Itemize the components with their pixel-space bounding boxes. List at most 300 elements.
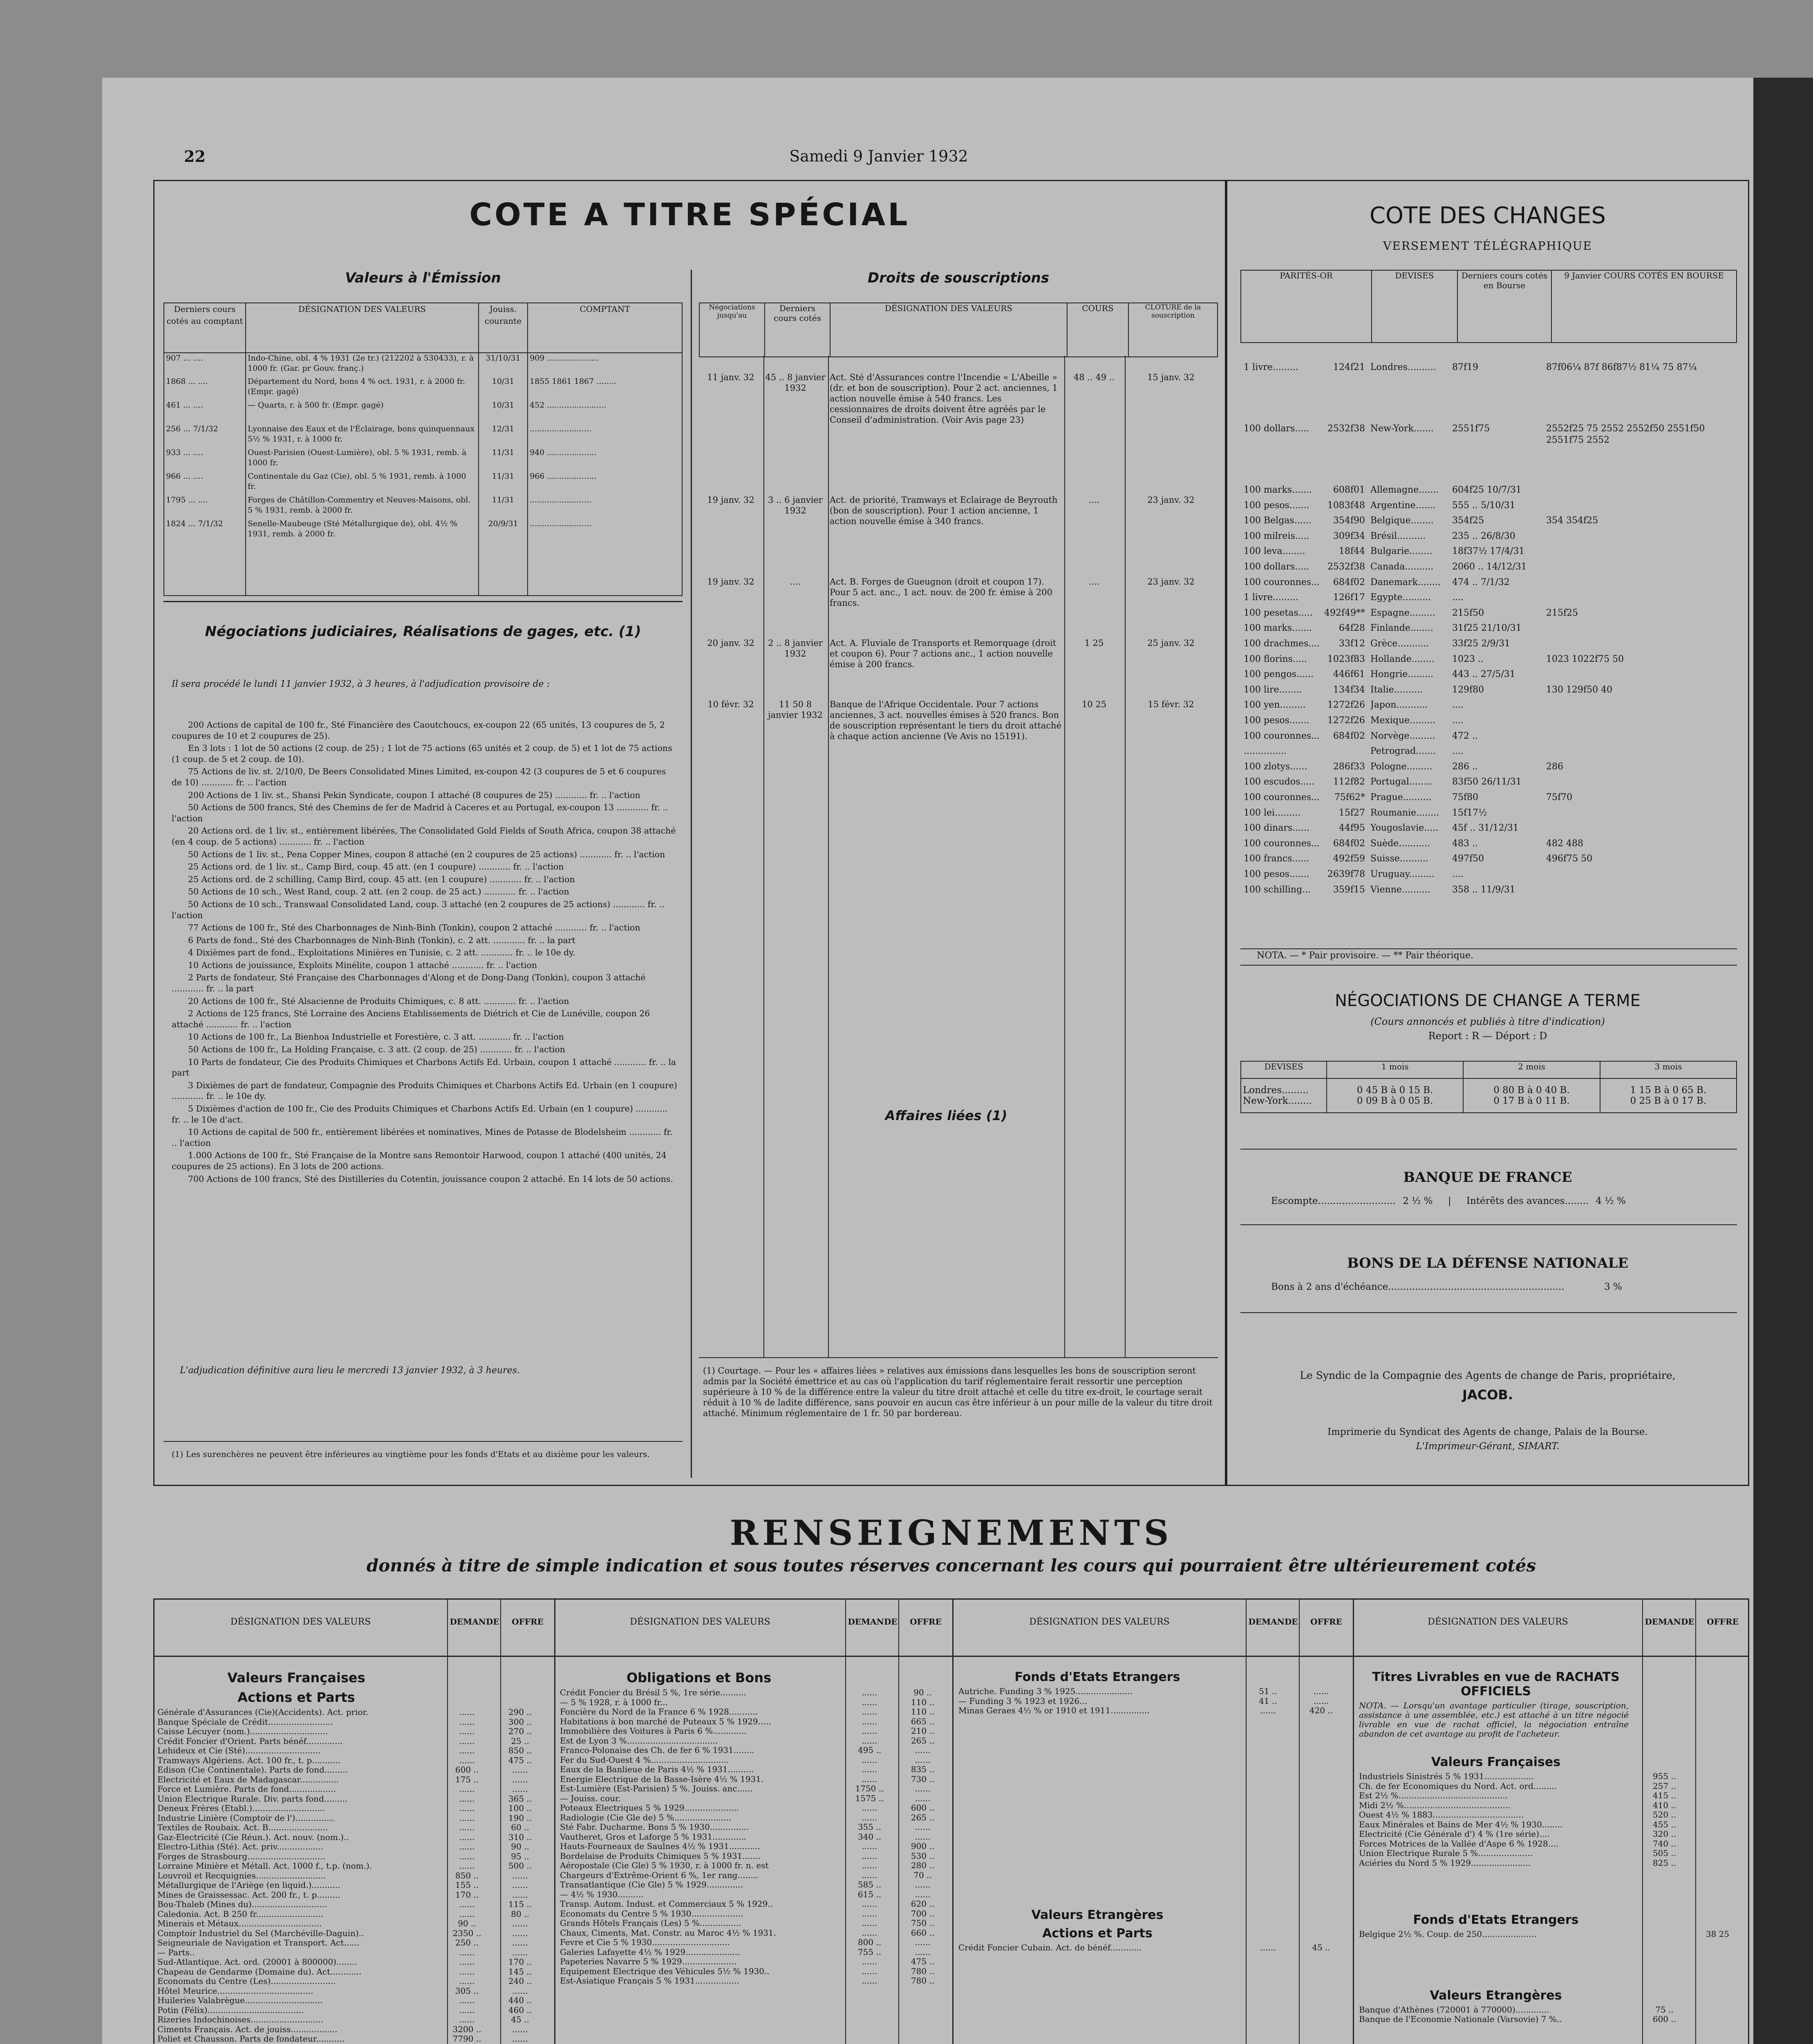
rens-demande: ...... (459, 1995, 475, 2005)
rens-designation: Forges de Strasbourg.............................. (157, 1851, 325, 1861)
rens-demande: ...... (862, 1774, 877, 1784)
changes-parite-value: 33f12 (1338, 639, 1365, 649)
emission-row (164, 471, 682, 495)
rens-designation: Gaz-Electricité (Cie Réun.). Act. nouv. (nom.).. (157, 1832, 349, 1842)
rens-offre: ...... (915, 1755, 931, 1765)
rens-demande: ...... (862, 1735, 877, 1746)
changes-parite-unit: 100 pengos...... (1244, 669, 1314, 680)
rens-row (157, 1948, 548, 1958)
rens-row (1359, 2005, 1745, 2015)
rens-designation: Forces Motrices de la Vallée d'Aspe 6 % 1928.... (1359, 1839, 1559, 1849)
droits-cours: 11 50 8 janvier 1932 (768, 699, 823, 720)
negociation-item: 700 Actions de 100 francs, Sté des Distilleries du Cotentin, jouissance coupon 2 attaché. En 14 lots de 50 actions. (188, 1174, 673, 1184)
rens-offre: 110 .. (911, 1707, 935, 1717)
changes-dernier: 31f25 21/10/31 (1452, 623, 1522, 634)
rens-designation: Hôtel Meurice..................................... (157, 1986, 313, 1996)
rens-designation: Louvroil et Recquignies........................... (157, 1871, 326, 1880)
rens-offre: 475 .. (911, 1957, 935, 1966)
droits-negoc: 20 janv. 32 (707, 638, 754, 648)
changes-devise: Portugal........ (1370, 777, 1432, 787)
rens-designation: Belgique 2½ %. Coup. de 250..................... (1359, 1930, 1537, 1939)
rens-designation: Minas Geraes 4½ % or 1910 et 1911............... (958, 1706, 1150, 1715)
changes-devise: Roumanie........ (1370, 807, 1439, 818)
rens-row (157, 1852, 548, 1862)
changes-parite-value: 286f33 (1333, 761, 1365, 772)
emission-cours: 461 ... .... (164, 400, 246, 424)
banque-rule-bottom (1240, 1224, 1737, 1225)
rens-row (560, 1707, 950, 1717)
changes-parite-value: 2532f38 (1327, 424, 1365, 434)
droits-cours: 45 .. 8 janvier 1932 (765, 372, 826, 393)
changes-parite-unit: 100 marks....... (1244, 623, 1312, 634)
rens-demande: ...... (862, 1755, 877, 1765)
changes-parite-unit: 100 florins..... (1244, 654, 1307, 664)
droits-valcours: .... (1088, 577, 1100, 587)
rens-demande: 410 .. (1652, 1800, 1676, 1810)
rens-row (1359, 1801, 1745, 1811)
emission-row (164, 519, 682, 542)
changes-parite-value: 1023f83 (1327, 654, 1365, 664)
rens-offre: 530 .. (911, 1851, 935, 1861)
rens-demande: ...... (862, 1812, 877, 1822)
rens-designation: Poliet et Chausson. Parts de fondateur........... (157, 2034, 345, 2044)
rens-row (157, 1746, 548, 1756)
rens-row (560, 1832, 950, 1842)
rens-offre: 25 .. (511, 1736, 529, 1746)
rens-demande: ...... (862, 1716, 877, 1726)
rens-demande: ...... (862, 1851, 877, 1861)
droits-valcours: 1 25 (1084, 638, 1104, 648)
rens-demande: ...... (459, 1822, 475, 1832)
rens-header-offre: OFFRE (1310, 1617, 1342, 1627)
rens-designation: Est 2½ %.......................................... (1359, 1791, 1508, 1800)
rens-header-demande: DEMANDE (1645, 1617, 1694, 1627)
negociation-item: 50 Actions de 10 sch., West Rand, coup. 2 att. (en 2 coup. de 25 act.) ............ fr. .. l'action (188, 887, 569, 897)
changes-dernier: 555 .. 5/10/31 (1452, 500, 1515, 511)
changes-dernier: 497f50 (1452, 854, 1484, 864)
rens-offre: 460 .. (508, 2005, 532, 2015)
rens-offre: 45 .. (1312, 1942, 1330, 1952)
rens-designation: Textiles de Roubaix. Act. B....................... (157, 1823, 328, 1832)
rens-demande: 41 .. (1259, 1696, 1277, 1706)
rens-row (157, 1794, 548, 1804)
banque-title: BANQUE DE FRANCE (1403, 1169, 1572, 1186)
rens-offre: ...... (512, 1918, 528, 1928)
emission-header-designation: DÉSIGNATION DES VALEURS (246, 303, 479, 353)
rens-designation: Papeteries Navarre 5 % 1929..................... (560, 1957, 737, 1966)
rens-demande: 250 .. (455, 1938, 479, 1948)
emission-cours: 1824 ... 7/1/32 (164, 519, 246, 542)
rens-row (560, 1794, 950, 1804)
changes-cours-jour: 482 488 (1546, 838, 1583, 849)
changes-parite-unit: 100 couronnes... (1244, 838, 1320, 849)
rens-designation: Potin (Félix)..................................... (157, 2005, 304, 2015)
avances-value: 4 ½ % (1596, 1196, 1626, 1206)
rens-demande: 505 .. (1652, 1848, 1676, 1858)
emission-comptant: 966 .................... (528, 471, 682, 495)
changes-parite-value: 1272f26 (1327, 700, 1365, 710)
rens-demande: ...... (459, 1803, 475, 1813)
rens-designation: Deneux Frères (Etabl.)............................ (157, 1804, 325, 1813)
changes-devise: Petrograd....... (1370, 746, 1436, 757)
rens-offre: 90 .. (913, 1688, 932, 1697)
rens-designation: Eaux Minérales et Bains de Mer 4½ % 1930........ (1359, 1820, 1563, 1829)
rens-offre: 60 .. (511, 1822, 529, 1832)
emission-comptant: ......................... (528, 424, 682, 448)
rens-offre: ...... (1313, 1686, 1329, 1696)
changes-parite-unit: 100 couronnes... (1244, 731, 1320, 741)
rens-offre: 660 .. (911, 1927, 935, 1938)
rens-offre: 100 .. (508, 1803, 532, 1813)
rens-offre: 45 .. (511, 2015, 529, 2024)
emission-pad-cell (246, 542, 479, 596)
rens-designation: Vautheret, Gros et Laforge 5 % 1931............. (560, 1832, 746, 1842)
rens-designation: Chaux, Ciments, Mat. Constr. au Maroc 4½ % 1931. (560, 1928, 776, 1938)
rens-demande: ...... (1260, 1942, 1276, 1952)
rens-offre: 750 .. (911, 1918, 935, 1928)
rens-row (560, 1928, 950, 1938)
terme-2mois: 0 80 B à 0 40 B. (1463, 1078, 1600, 1096)
rens-designation: Economats du Centre 5 % 1930.................... (560, 1909, 743, 1918)
droits-col-line-1 (763, 356, 764, 1357)
changes-parite-unit: 100 milreis..... (1244, 531, 1309, 541)
droits-valcours: 10 25 (1081, 699, 1107, 709)
rens-designation: Générale d'Assurances (Cie)(Accidents). Act. prior. (157, 1708, 369, 1717)
rens-demande: 257 .. (1652, 1781, 1676, 1791)
rens-row (560, 1755, 950, 1765)
changes-devise: Egypte.......... (1370, 592, 1431, 603)
changes-parite-value: 134f34 (1333, 684, 1365, 695)
rens-demande: 495 .. (857, 1745, 882, 1755)
rens-row (157, 1986, 548, 1996)
changes-parite-unit: 100 leva........ (1244, 546, 1305, 557)
rens-header-designation: DÉSIGNATION DES VALEURS (230, 1617, 371, 1627)
emission-jouiss: 12/31 (479, 424, 528, 448)
rens-offre: 850 .. (508, 1746, 532, 1755)
rens-demande: ...... (459, 1755, 475, 1765)
rens-offre: 665 .. (911, 1716, 935, 1726)
changes-parite-value: 75f62* (1334, 792, 1365, 802)
changes-cours-jour: 215f25 (1546, 607, 1578, 618)
rens-header-offre: OFFRE (512, 1617, 544, 1627)
rens-row (157, 1833, 548, 1842)
rens-designation: Crédit Foncier d'Orient. Parts bénéf.............. (157, 1736, 343, 1746)
rens-demande: ...... (459, 1832, 475, 1842)
negociation-item: 2 Actions de 125 francs, Sté Lorraine des Anciens Etablissements de Diétrich et Cie de Lunéville, coupon 26 attaché ............ fr. .. l'action (172, 1009, 650, 1029)
changes-dernier: 472 .. (1452, 731, 1478, 741)
rens-offre: 145 .. (508, 1966, 532, 1977)
rens-row (560, 1803, 950, 1813)
renseignements-title: RENSEIGNEMENTS (730, 1513, 1173, 1553)
rens-offre: ...... (915, 1889, 931, 1899)
negociation-item: 50 Actions de 10 sch., Transwaal Consolidated Land, coup. 3 attaché (en 2 coupures de 25 actions) ............ fr. .. l'action (172, 899, 665, 920)
rens-offre: ...... (512, 1784, 528, 1794)
rens-demande: ...... (862, 1976, 877, 1986)
rens-col4-title2: Valeurs Françaises (1431, 1755, 1561, 1769)
rens-designation: — 4½ % 1930.......... (560, 1889, 644, 1899)
rens-designation: Comptoir Industriel du Sel (Marchéville-Daguin).. (157, 1928, 364, 1938)
rens-demande: ...... (862, 1957, 877, 1966)
changes-cours-jour: 1023 1022f75 50 (1546, 654, 1624, 664)
negociations-outro: L'adjudication définitive aura lieu le mercredi 13 janvier 1932, à 3 heures. (180, 1365, 520, 1376)
changes-header-cours-bourse: 9 Janvier COURS COTÉS EN BOURSE (1551, 270, 1737, 343)
droits-designation: Banque de l'Afrique Occidentale. Pour 7 actions anciennes, 3 act. nouvelles émises à 520 francs. Bon de souscription représentant le tiers du droit attaché à chaque action ancienne (Ve Avis no 15191). (830, 699, 1062, 741)
terme-devise: New-York........ (1241, 1096, 1327, 1113)
negociation-item: 3 Dixièmes de part de fondateur, Compagnie des Produits Chimiques et Charbons Actifs Ed. Urbain (en 1 coupure) ............ fr. .. le 10e dy. (172, 1080, 677, 1101)
rens-row (1359, 1839, 1745, 1849)
emission-cours: 933 ... .... (164, 448, 246, 471)
droits-cours: 3 .. 6 janvier 1932 (768, 495, 823, 515)
rens-offre: 265 .. (911, 1812, 935, 1822)
rens-demande: ...... (459, 1813, 475, 1823)
rens-designation: — Parts.. (157, 1948, 195, 1957)
terme-report: Report : R — Déport : D (1428, 1030, 1547, 1042)
changes-parite-value: 492f59 (1333, 854, 1365, 864)
rens-designation: Chapeau de Gendarme (Domaine du). Act............ (157, 1967, 362, 1977)
rens-row (157, 1775, 548, 1785)
rens-column-divider (1353, 1598, 1354, 2044)
rens-demande: ...... (459, 1784, 475, 1794)
rens-row (560, 1717, 950, 1727)
emission-designation: — Quarts, r. à 500 fr. (Empr. gagé) (246, 400, 479, 424)
changes-devise: Prague.......... (1370, 792, 1432, 802)
changes-parite-unit: 100 pesetas..... (1244, 607, 1313, 618)
changes-dernier: 286 .. (1452, 761, 1478, 772)
changes-parite-value: 354f90 (1333, 515, 1365, 526)
rens-demande: ...... (459, 1851, 475, 1861)
emission-comptant: ......................... (528, 495, 682, 519)
rens-demande: ...... (862, 1899, 877, 1909)
changes-parite-value: 126f17 (1333, 592, 1365, 603)
rens-row (560, 1976, 950, 1986)
changes-cours-jour: 2552f25 75 2552 2552f50 2551f50 2551f75 2552 (1546, 424, 1705, 445)
rens-row (157, 1938, 548, 1948)
rens-row (157, 1900, 548, 1910)
rens-row (560, 1871, 950, 1880)
rens-demande: 155 .. (455, 1880, 479, 1890)
negociation-item: 20 Actions ord. de 1 liv. st., entièrement libérées, The Consolidated Gold Fields of South Africa, coupon 38 attaché (en 4 coup. de 5 actions) ............ fr. .. l'action (172, 826, 676, 847)
changes-parite-value: 124f21 (1333, 362, 1365, 372)
droits-cloture: 25 janv. 32 (1147, 638, 1195, 648)
droits-header-designation: DÉSIGNATION DES VALEURS (830, 303, 1067, 357)
rens-demande: ...... (459, 1726, 475, 1736)
emission-row (164, 400, 682, 424)
rens-row (1359, 1849, 1745, 1858)
rens-designation: Foncière du Nord de la France 6 % 1928........... (560, 1707, 758, 1717)
rens-row (560, 1746, 950, 1755)
droits-valcours: .... (1088, 495, 1100, 505)
rens-row (1359, 1791, 1745, 1801)
changes-parite-unit: 1 livre......... (1244, 362, 1298, 372)
rens-designation: — 5 % 1928, r. à 1000 fr... (560, 1697, 668, 1707)
rens-designation: Ciments Français. Act. de jouiss.................. (157, 2024, 338, 2034)
rens-offre: 110 .. (911, 1697, 935, 1707)
rens-header-demande: DEMANDE (450, 1617, 499, 1627)
droits-col-line-3 (1064, 356, 1065, 1357)
changes-parite-value: 492f49** (1324, 607, 1365, 618)
rens-designation: Industriels Sinistrés 5 % 1931................... (1359, 1772, 1534, 1781)
rens-row (958, 1706, 1349, 1716)
changes-dernier: 2551f75 (1452, 424, 1490, 434)
rens-demande: ...... (862, 1688, 877, 1697)
rens-demande: ...... (862, 1966, 877, 1976)
rens-offre: ...... (512, 1870, 528, 1880)
syndic-line3: L'Imprimeur-Gérant, SIMART. (1416, 1441, 1560, 1452)
avances-label: Intérêts des avances........ (1466, 1196, 1589, 1206)
changes-devise: Suède........... (1370, 838, 1430, 849)
changes-parite-value: 2639f78 (1327, 869, 1365, 879)
changes-devise: Argentine....... (1370, 500, 1436, 511)
rens-demande: 415 .. (1652, 1791, 1676, 1800)
rens-row (560, 1948, 950, 1957)
rens-row (157, 1871, 548, 1881)
rens-designation: Eaux de la Banlieue de Paris 4½ % 1931.......... (560, 1765, 754, 1774)
rens-demande: ...... (459, 2015, 475, 2024)
emission-table (163, 303, 683, 596)
rens-col3-title2: Valeurs Etrangères (1031, 1907, 1164, 1922)
changes-cours-jour: 354 354f25 (1546, 515, 1598, 526)
emission-designation: Forges de Châtillon-Commentry et Neuves-Maisons, obl. 5 % 1931, remb. à 2000 fr. (246, 495, 479, 519)
terme-3mois: 0 25 B à 0 17 B. (1600, 1096, 1737, 1113)
rens-designation: Banque d'Athènes (720001 à 770000)............. (1359, 2005, 1549, 2015)
changes-parite-unit: 100 dollars..... (1244, 424, 1309, 434)
changes-dernier: 215f50 (1452, 607, 1484, 618)
rens-designation: Sté Fabr. Ducharme. Bons 5 % 1930............... (560, 1822, 749, 1832)
rens-designation: Banque de l'Economie Nationale (Varsovie) 7 %.. (1359, 2015, 1562, 2024)
rens-designation: Habitations à bon marché de Puteaux 5 % 1929..... (560, 1717, 771, 1726)
rens-row (157, 1813, 548, 1823)
emission-cours: 256 ... 7/1/32 (164, 424, 246, 448)
rens-col4-title3: Fonds d'Etats Etrangers (1413, 1913, 1579, 1927)
rens-demande: ...... (862, 1870, 877, 1880)
changes-devise: Hollande........ (1370, 654, 1435, 664)
emission-jouiss: 11/31 (479, 448, 528, 471)
changes-parite-value: 608f01 (1333, 485, 1365, 495)
rens-demande: ...... (459, 1842, 475, 1851)
rens-row (560, 1938, 950, 1948)
changes-cours-jour: 75f70 (1546, 792, 1573, 802)
rens-designation: Industrie Linière (Comptoir de l')............... (157, 1813, 334, 1823)
emission-row (164, 448, 682, 471)
negociations-list (172, 719, 678, 1186)
bons-rule (1240, 1312, 1737, 1313)
rens-demande: 800 .. (857, 1937, 882, 1947)
renseignements-col4 (1359, 1664, 1745, 2024)
rens-offre: 190 .. (508, 1813, 532, 1823)
rens-row (958, 1687, 1349, 1697)
changes-note-rule-2 (1240, 965, 1737, 966)
escompte-label: Escompte.......................... (1271, 1196, 1396, 1206)
droits-cloture: 15 févr. 32 (1148, 699, 1194, 709)
rens-offre: 500 .. (508, 1861, 532, 1871)
rens-designation: Union Electrique Rurale. Div. parts fond......... (157, 1794, 348, 1804)
rens-designation: Energie Electrique de la Basse-Isère 4½ % 1931. (560, 1774, 764, 1784)
changes-devise: Finlande........ (1370, 623, 1433, 634)
rens-demande: ...... (862, 1726, 877, 1736)
rens-designation: Lehideux et Cie (Sté)............................. (157, 1746, 321, 1755)
changes-devise: Japon........... (1370, 700, 1428, 710)
changes-devise: Canada.......... (1370, 562, 1434, 572)
rens-designation: Tramways Algériens. Act. 100 fr., t. p........... (157, 1755, 341, 1765)
changes-parite-unit: 100 zlotys...... (1244, 761, 1307, 772)
changes-devise: Hongrie......... (1370, 669, 1434, 680)
rens-designation: Lorraine Minière et Métall. Act. 1000 f., t.p. (nom.). (157, 1861, 372, 1871)
rens-row (560, 1861, 950, 1871)
renseignements-col3 (958, 1664, 1349, 2044)
rens-row (560, 1784, 950, 1794)
rens-offre: 115 .. (508, 1899, 532, 1909)
changes-dernier: .... (1452, 715, 1464, 726)
rens-row (560, 1880, 950, 1890)
rens-row (560, 1851, 950, 1861)
rens-row (560, 1957, 950, 1967)
renseignements-subtitle: donnés à titre de simple indication et sous toutes réserves concernant les cours qui pourraient être ultérieurement cotés (366, 1555, 1536, 1576)
changes-devise: Vienne.......... (1370, 884, 1430, 895)
rens-designation: Immobilière des Voitures à Paris 6 %............. (560, 1726, 747, 1736)
syndic-name: JACOB. (1462, 1387, 1513, 1403)
rens-offre: ...... (512, 1889, 528, 1900)
emission-designation: Continentale du Gaz (Cie), obl. 5 % 1931, remb. à 1000 fr. (246, 471, 479, 495)
rens-col4-title: Titres Livrables en vue de RACHATS OFFICIELS (1372, 1670, 1620, 1699)
rens-row (560, 1899, 950, 1909)
rens-designation: Crédit Foncier du Brésil 5 %, 1re série.......... (560, 1688, 746, 1697)
rens-row (560, 1890, 950, 1900)
rens-demande: 455 .. (1652, 1819, 1676, 1829)
changes-note: NOTA. — * Pair provisoire. — ** Pair théorique. (1257, 950, 1474, 961)
affaires-liees: Affaires liées (1) (885, 1108, 1007, 1123)
droits-col-line-2 (828, 356, 829, 1357)
changes-devise: Norvège......... (1370, 731, 1435, 741)
droits-negoc: 19 janv. 32 (707, 495, 754, 505)
changes-dernier: .... (1452, 869, 1464, 879)
emission-jouiss: 20/9/31 (479, 519, 528, 542)
droits-footnote: (1) Courtage. — Pour les « affaires liées » relatives aux émissions dans lesquelles les bons de souscription seront admis par la Société émettrice et au cas où l'application du tarif réglementaire ferait ressortir une perception supérieure à 10 % de la différence entre la valeur du titre droit attaché et celle du titre ex-droit, le courtage serait réduit à 10 % de ladite différence, sans pouvoir en aucun cas être inférieur à un pour mille de la valeur du titre droit attaché. Minimum réglementaire de 1 fr. 50 par bordereau. (703, 1366, 1213, 1418)
rens-offre: 95 .. (511, 1851, 529, 1861)
rens-row (560, 1967, 950, 1977)
changes-parite-value: 15f27 (1338, 807, 1365, 818)
changes-parite-value: 64f28 (1338, 623, 1365, 634)
terme-title: NÉGOCIATIONS DE CHANGE A TERME (1335, 991, 1641, 1010)
emission-designation: Senelle-Maubeuge (Sté Métallurgique de), obl. 4½ % 1931, remb. à 2000 fr. (246, 519, 479, 542)
emission-cours: 1868 ... .... (164, 377, 246, 400)
rens-designation: Crédit Foncier Cubain. Act. de bénéf............ (958, 1943, 1142, 1952)
droits-cloture: 23 janv. 32 (1147, 577, 1195, 587)
changes-parite-value: 684f02 (1333, 731, 1365, 741)
rens-designation: Ouest 4½ % 1883................................... (1359, 1810, 1524, 1820)
rens-demande: 615 .. (857, 1889, 882, 1899)
rens-demande: ...... (862, 1918, 877, 1928)
changes-parite-value: 18f44 (1338, 546, 1365, 557)
rens-designation: — Funding 3 % 1923 et 1926... (958, 1696, 1088, 1706)
terme-devise: Londres......... (1241, 1078, 1327, 1096)
rens-header-designation: DÉSIGNATION DES VALEURS (630, 1617, 770, 1627)
rens-demande: 170 .. (455, 1889, 479, 1900)
rens-offre: ...... (915, 1793, 931, 1803)
rens-row (157, 1967, 548, 1977)
rens-offre: 900 .. (911, 1841, 935, 1851)
changes-parite-value: 446f61 (1333, 669, 1365, 680)
rens-offre: ...... (915, 1745, 931, 1755)
negociation-item: 200 Actions de capital de 100 fr., Sté Financière des Caoutchoucs, ex-coupon 22 (65 unités, 13 coupures de 5, 2 coupures de 10 et 2 coupures de 25). (172, 720, 665, 741)
rens-demande: ...... (862, 1908, 877, 1918)
rens-row (157, 1756, 548, 1766)
rens-demande: 2350 .. (452, 1928, 481, 1938)
page-header (82, 147, 1676, 172)
rens-row (560, 1765, 950, 1775)
renseignements-header-rule (153, 1656, 1749, 1657)
changes-dernier: 75f80 (1452, 792, 1479, 802)
rens-demande: 955 .. (1652, 1771, 1676, 1781)
